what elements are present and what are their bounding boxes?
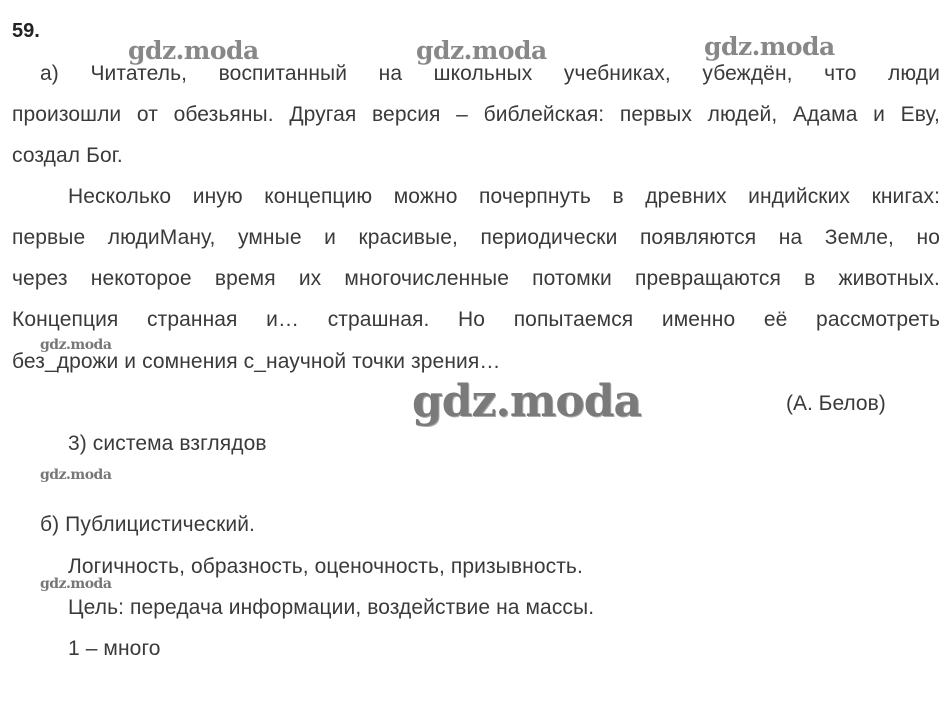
text-line: Несколько иную концепцию можно почерпнуть в древних индийских книгах:	[68, 185, 940, 208]
watermark-logo: gdz.moda	[40, 337, 112, 353]
watermark-logo: gdz.moda	[704, 32, 835, 61]
item-answer: 1 – много	[68, 637, 161, 660]
text-line: произошли от обезьяны. Другая версия – библейская: первых людей, Адама и Еву,	[12, 103, 940, 126]
answer-line: 3) система взглядов	[68, 432, 267, 455]
watermark-logo-large: gdz.moda	[412, 376, 642, 427]
text-line: а) Читатель, воспитанный на школьных учебниках, убеждён, что люди	[40, 62, 940, 85]
text-line: Концепция странная и… страшная. Но попытаемся именно её рассмотреть	[12, 308, 940, 331]
text-line: первые людиМану, умные и красивые, периодически появляются на Земле, но	[12, 226, 940, 249]
style-answer: б) Публицистический.	[40, 513, 255, 536]
author-attribution: (А. Белов)	[786, 392, 886, 415]
features-answer: Логичность, образность, оценочность, призывность.	[68, 555, 583, 578]
goal-answer: Цель: передача информации, воздействие на массы.	[68, 596, 595, 619]
watermark-logo: gdz.moda	[40, 467, 112, 483]
text-line: без_дрожи и сомнения с_научной точки зрения…	[12, 350, 501, 373]
text-line: создал Бог.	[12, 144, 123, 167]
watermark-logo: gdz.moda	[128, 36, 259, 65]
exercise-number: 59.	[12, 20, 40, 42]
text-line: через некоторое время их многочисленные потомки превращаются в животных.	[12, 267, 940, 290]
watermark-logo: gdz.moda	[416, 36, 547, 65]
watermark-logo: gdz.moda	[40, 576, 112, 592]
